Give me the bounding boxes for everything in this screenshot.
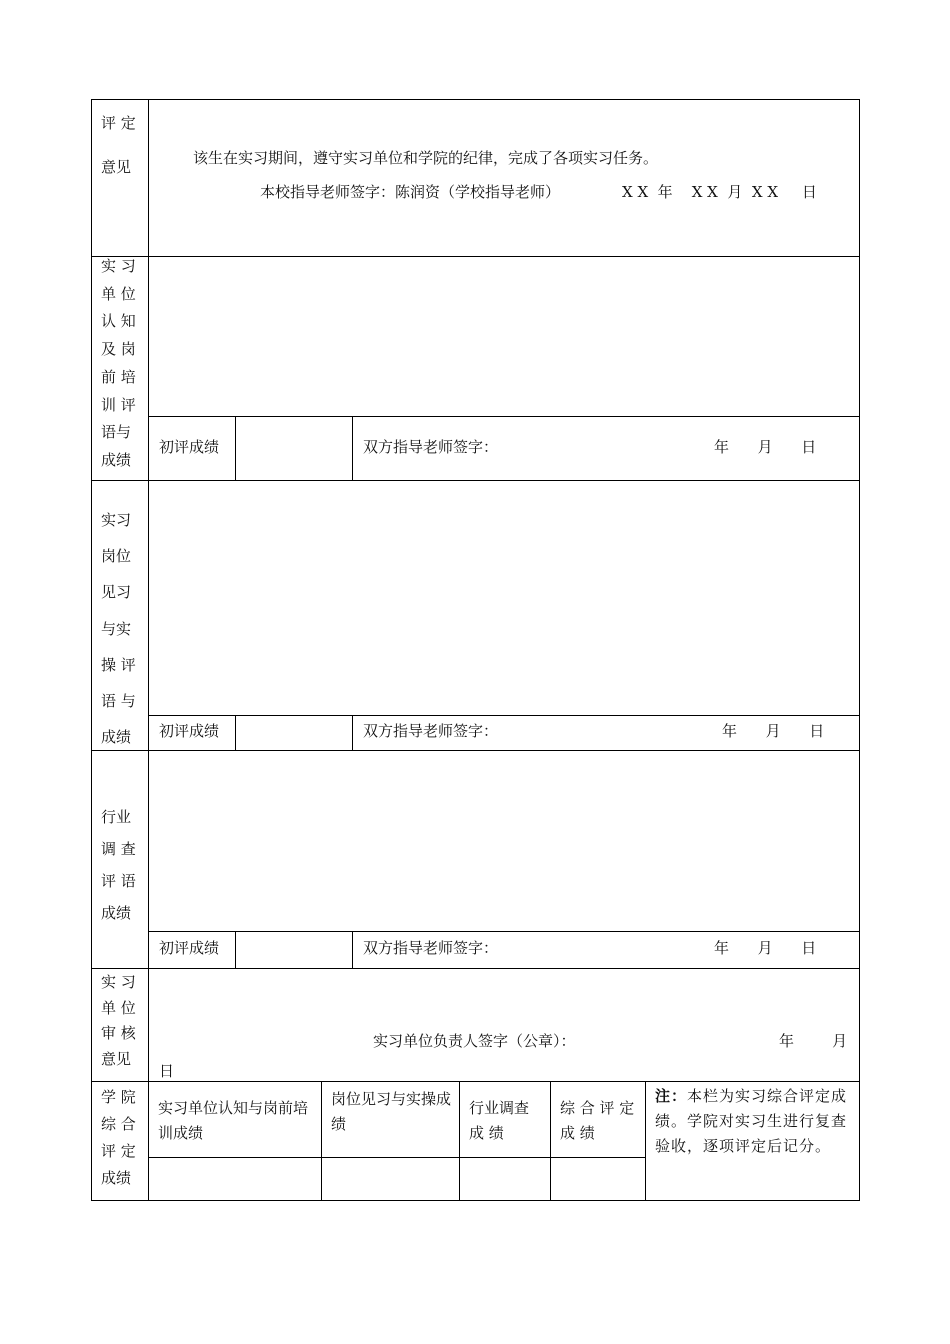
evaluation-comment: 该生在实习期间，遵守实习单位和学院的纪律，完成了各项实习任务。 <box>193 149 659 167</box>
college-col4-header: 综 合 评 定 成 绩 <box>560 1099 635 1142</box>
unit-review-signature: 实习单位负责人签字（公章）： <box>373 1032 576 1050</box>
post-score-field[interactable] <box>237 717 351 749</box>
post-signature-label: 双方指导老师签字： <box>363 722 499 740</box>
college-note <box>655 1084 853 1159</box>
post-date: 年 月 日 <box>722 722 825 740</box>
unit-training-label: 实 习 单 位 认 知 及 岗 前 培 训 评 语与 成绩 <box>101 257 136 469</box>
note-text: 本栏为实习综合评定成绩。学院对实习生进行复查验收，逐项评定后记分。 <box>655 1087 848 1155</box>
post-score-label: 初评成绩 <box>159 722 220 740</box>
industry-score-field[interactable] <box>237 933 351 967</box>
industry-signature-label: 双方指导老师签字： <box>363 939 499 957</box>
evaluation-signature: 本校指导老师签字：陈润资（学校指导老师） <box>260 183 561 201</box>
evaluation-label: 评 定 意见 <box>101 114 136 176</box>
college-col3-score[interactable] <box>461 1159 549 1199</box>
college-col2-score[interactable] <box>323 1159 458 1199</box>
college-col2-header: 岗位见习与实操成绩 <box>331 1090 452 1133</box>
unit-training-date: 年 月 日 <box>714 438 817 456</box>
college-col4-score[interactable] <box>552 1159 644 1199</box>
unit-review-label: 实 习 单 位 审 核 意见 <box>101 973 136 1068</box>
unit-review-day: 日 <box>159 1062 175 1080</box>
college-col1-score[interactable] <box>150 1159 320 1199</box>
industry-label: 行业 调 查 评 语 成绩 <box>101 808 136 922</box>
college-col1-header: 实习单位认知与岗前培训成绩 <box>158 1099 309 1142</box>
unit-training-score-field[interactable] <box>237 418 351 479</box>
industry-date: 年 月 日 <box>714 939 817 957</box>
post-label: 实习 岗位 见习 与实 操 评 语 与 成绩 <box>101 511 136 747</box>
unit-review-date: 年 月 <box>779 1032 848 1050</box>
college-label: 学 院 综 合 评 定 成绩 <box>101 1088 136 1187</box>
note-bold-prefix: 注： <box>655 1087 688 1105</box>
industry-score-label: 初评成绩 <box>159 939 220 957</box>
unit-training-signature-label: 双方指导老师签字： <box>363 438 499 456</box>
evaluation-date: X X 年 X X 月 X X 日 <box>622 183 817 201</box>
unit-training-score-label: 初评成绩 <box>159 438 220 456</box>
college-col3-header: 行业调查 成 绩 <box>469 1099 530 1142</box>
